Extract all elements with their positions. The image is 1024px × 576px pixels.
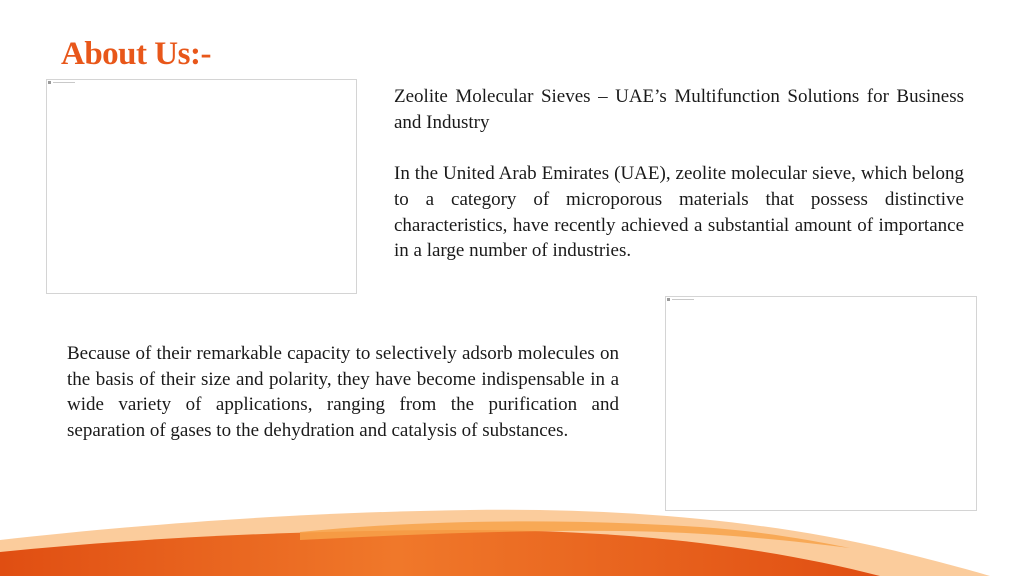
broken-image-icon — [667, 298, 697, 301]
intro-paragraph: In the United Arab Emirates (UAE), zeolite molecular sieve, which belong to a category of microporous materials that possess distinctive characteristics, have recently achieved a substantial amount of importance in a large number of industries. — [394, 163, 964, 262]
broken-image-icon — [48, 81, 78, 84]
intro-text — [394, 84, 964, 264]
detail-text — [67, 341, 619, 444]
wave-front — [0, 530, 880, 576]
wave-back — [0, 510, 990, 576]
page-title: About Us:- — [61, 36, 211, 72]
image-placeholder-bottom — [665, 296, 977, 511]
wave-highlight — [300, 521, 850, 548]
detail-paragraph: Because of their remarkable capacity to selectively adsorb molecules on the basis of their size and polarity, they have become indispensable in a wide variety of applications, ranging from the purification and separation of gases to the dehydration and catalysis of substances. — [67, 343, 619, 442]
image-placeholder-top — [46, 79, 357, 294]
intro-heading: Zeolite Molecular Sieves – UAE’s Multifunction Solutions for Business and Industry — [394, 86, 964, 133]
